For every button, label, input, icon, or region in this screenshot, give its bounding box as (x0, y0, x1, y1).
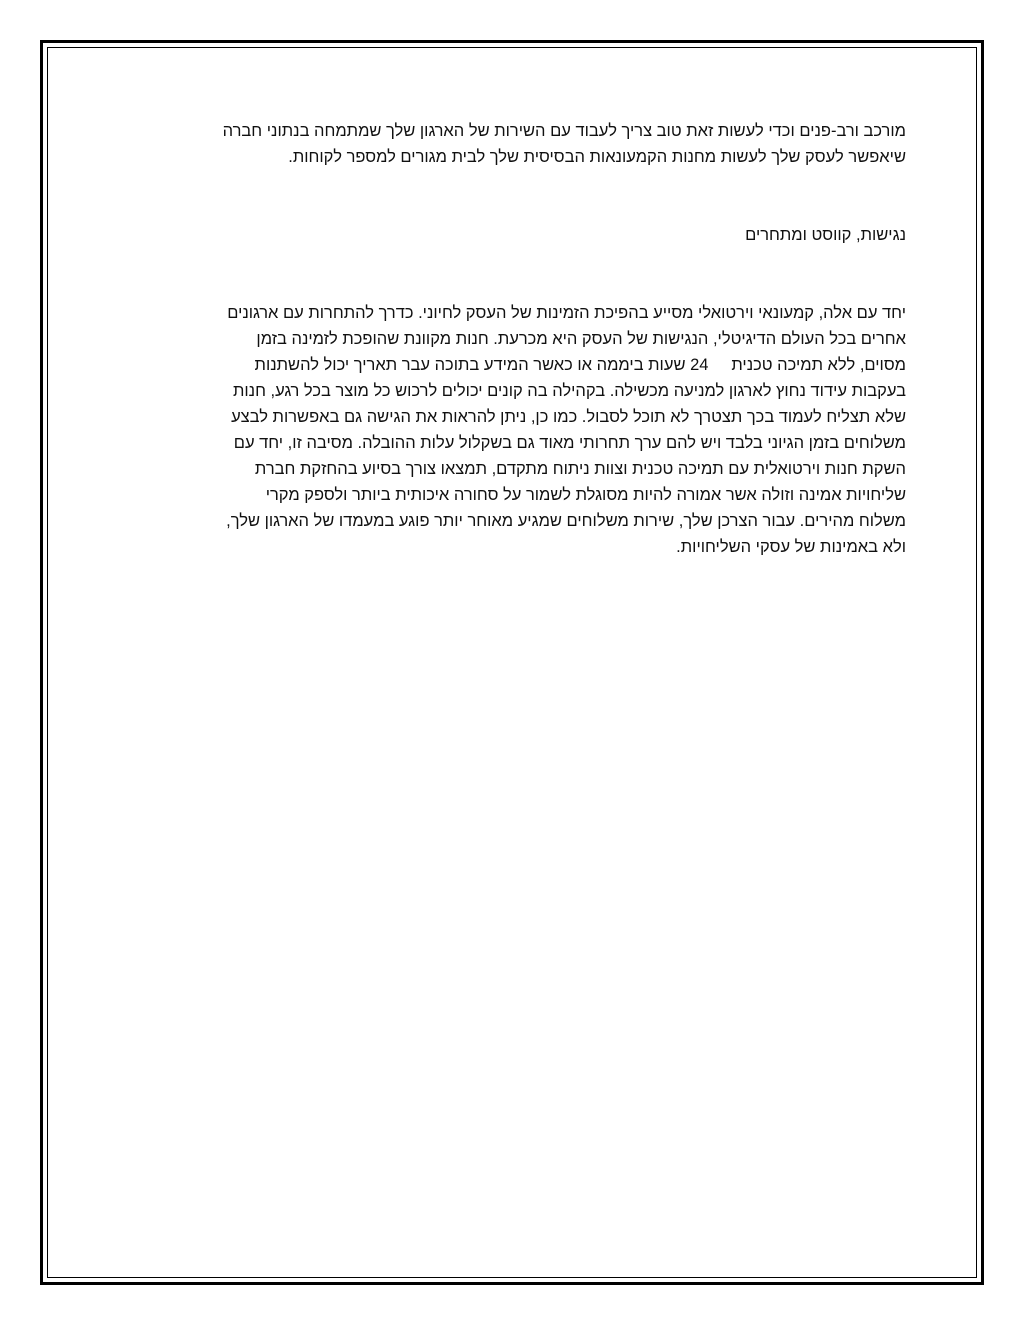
body-line: אחרים בכל העולם הדיגיטלי, הנגישות של העסק היא מכרעת. חנות מקוונת שהופכת לזמינה בזמן (256, 330, 906, 348)
body-line: שליחויות אמינה וזולה אשר אמורה להיות מסוגלת לשמור על סחורה איכותית ביותר ולספק מקרי (265, 486, 906, 504)
body-line: השקת חנות וירטואלית עם תמיכה טכנית וצוות ניתוח מתקדם, תמצאו צורך בסיוע בהחזקת חברת (254, 460, 906, 478)
body-line: יחד עם אלה, קמעונאי וירטואלי מסייע בהפיכת הזמינות של העסק לחיוני. כדרך להתחרות עם ארגונים (227, 304, 906, 322)
body-line: משלוח מהירים. עבור הצרכן שלך, שירות משלוחים שמגיע מאוחר יותר פוגע במעמדו של הארגון שלך, (226, 512, 906, 530)
body-line: ולא באמינות של עסקי השליחויות. (676, 538, 906, 556)
body-line: מסוים, ללא תמיכה טכנית 24 שעות ביממה או כאשר המידע בתוכה עבר תאריך יכול להשתנות (254, 356, 906, 374)
section-heading-text: נגישות, קווסט ומתחרים (745, 226, 906, 244)
document-content (124, 118, 906, 560)
section-heading (124, 222, 906, 248)
body-line: שלא תצליח לעמוד בכך תצטרך לא תוכל לסבול. כמו כן, ניתן להראות את הגישה גם באפשרות לבצע (231, 408, 906, 426)
intro-line: מורכב ורב-פנים וכדי לעשות זאת טוב צריך לעבוד עם השירות של הארגון שלך שמתמחה בנתוני חברה (222, 122, 906, 140)
body-paragraph (124, 300, 906, 560)
intro-paragraph (124, 118, 906, 170)
intro-line: שיאפשר לעסק שלך לעשות מחנות הקמעונאות הבסיסית שלך לבית מגורים למספר לקוחות. (288, 148, 906, 166)
body-line: משלוחים בזמן הגיוני בלבד ויש להם ערך תחרותי מאוד גם בשקלול עלות ההובלה. מסיבה זו, יחד עם (233, 434, 906, 452)
body-line: בעקבות עידוד נחוץ לארגון למניעה מכשילה. בקהילה בה קונים יכולים לרכוש כל מוצר בכל רגע, חנות (232, 382, 906, 400)
